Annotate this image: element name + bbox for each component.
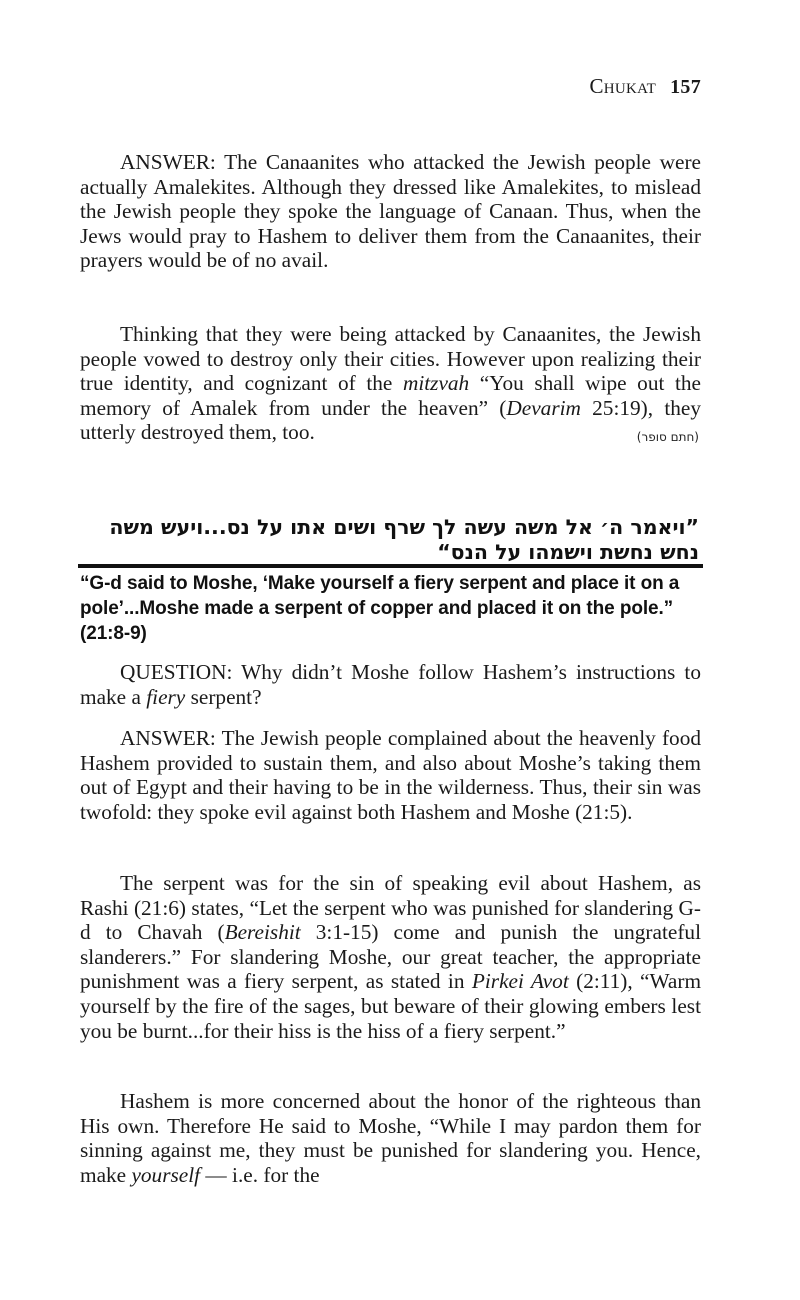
paragraph-serpent-sin: The serpent was for the sin of speaking evil about Hashem, as Rashi (21:6) states, “Let the serpent who was punished for slandering G-d to Chavah (Bereishit 3:1-15) come and punish the ungrateful slanderers.” For slandering Moshe, our great teacher, the appropriate punishment was a fiery serpent, as stated in Pirkei Avot (2:11), “Warm yourself by the fire of the sages, but beware of their glowing embers lest you be burnt...for their hiss is the hiss of a fiery serpent.” — [80, 871, 702, 1043]
italic-term-pirkei-avot: Pirkei Avot — [471, 969, 569, 994]
paragraph-hashem-concerned: Hashem is more concerned about the honor of the righteous than His own. Therefore He said to Moshe, “While I may pardon them for sinning against me, they must be punished for slandering you. Hence, make yourself — i.e. for the — [80, 1089, 701, 1187]
paragraph-answer-complained: ANSWER: The Jewish people complained about the heavenly food Hashem provided to sustain them, and also about Moshe’s taking them out of Egypt and their having to be in the wilderness. Thus, their sin was twofold: they spoke evil against both Hashem and Moshe (21:5). — [80, 726, 701, 824]
running-head — [589, 74, 701, 99]
paragraph-answer-amalekites: ANSWER: The Canaanites who attacked the Jewish people were actually Amalekites. Although they dressed like Amalekites, to mislead the Jewish people they spoke the language of Canaan. Thus, when the Jews would pray to Hashem to deliver them from the Canaanites, their prayers would be of no avail. — [80, 150, 701, 273]
italic-term-devarim: Devarim — [506, 395, 581, 420]
italic-term-yourself: yourself — [131, 1162, 201, 1187]
source-citation: (חתם סופר) — [636, 430, 699, 444]
page-number: 157 — [670, 76, 701, 98]
paragraph-thinking-canaanites: Thinking that they were being attacked by Canaanites, the Jewish people vowed to destroy only their cities. However upon realizing their true identity, and cognizant of the mitzvah “You shall wipe out the memory of Amalek from under the heaven” (Devarim 25:19), they utterly destroyed them, too. — [80, 322, 701, 445]
paragraph-question-fiery: QUESTION: Why didn’t Moshe follow Hashem’s instructions to make a fiery serpent? — [80, 660, 701, 709]
italic-term-fiery: fiery — [146, 684, 186, 709]
running-head-section: Chukat — [589, 74, 657, 98]
hebrew-verse-heading: ”ויאמר ה׳ אל משה עשה לך שרף ושים אתו על נס...ויעש משה נחש נחשת וישמהו על הנס“ — [109, 515, 699, 564]
section-divider — [78, 564, 703, 568]
english-verse-heading: “G-d said to Moshe, ‘Make yourself a fiery serpent and place it on a pole’...Moshe made a serpent of copper and placed it on the pole.” (21:8-9) — [80, 573, 680, 644]
italic-term-mitzvah: mitzvah — [402, 371, 470, 396]
italic-term-bereishit: Bereishit — [224, 920, 301, 945]
